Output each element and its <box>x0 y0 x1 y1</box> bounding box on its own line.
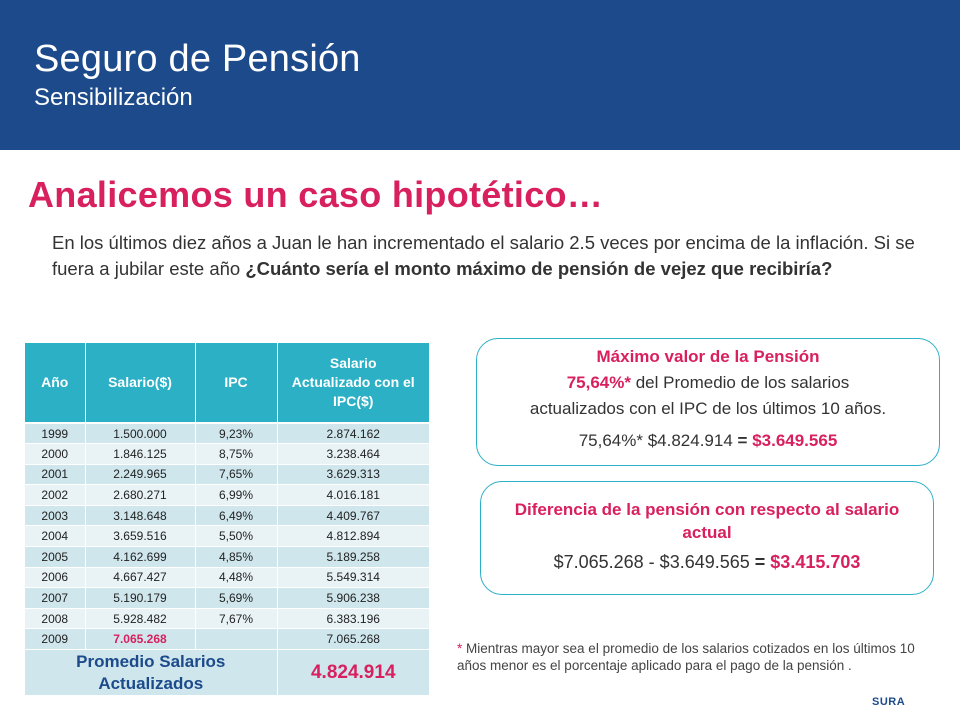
intro-paragraph <box>52 230 922 282</box>
cell-year: 2008 <box>25 608 85 629</box>
cell-year: 2003 <box>25 505 85 526</box>
col-header-year: Año <box>25 343 85 423</box>
cell-year: 2004 <box>25 526 85 547</box>
cell-adjusted: 4.812.894 <box>277 526 429 547</box>
cell-year: 2005 <box>25 547 85 568</box>
section-heading: Analicemos un caso hipotético… <box>28 174 604 215</box>
cell-year: 2009 <box>25 629 85 650</box>
cell-salary: 5.928.482 <box>85 608 195 629</box>
cell-year: 2006 <box>25 567 85 588</box>
table-row <box>25 547 429 568</box>
table-total-row <box>25 650 429 696</box>
page-subtitle: Sensibilización <box>34 84 193 111</box>
intro-question: ¿Cuánto sería el monto máximo de pensión de vejez que recibiría? <box>245 258 833 279</box>
table-row <box>25 608 429 629</box>
col-header-salary: Salario($) <box>85 343 195 423</box>
cell-ipc: 6,99% <box>195 485 277 506</box>
cell-salary: 1.846.125 <box>85 444 195 465</box>
table-row <box>25 629 429 650</box>
cell-ipc: 7,67% <box>195 608 277 629</box>
cell-salary: 4.162.699 <box>85 547 195 568</box>
table-header-row <box>25 343 429 423</box>
pension-percentage: 75,64%* <box>566 373 631 392</box>
cell-salary: 2.249.965 <box>85 464 195 485</box>
difference-box <box>480 481 934 595</box>
max-pension-calc <box>477 431 939 451</box>
cell-salary: 3.148.648 <box>85 505 195 526</box>
cell-ipc <box>195 629 277 650</box>
table-row <box>25 526 429 547</box>
calc-equals: = <box>737 431 753 450</box>
cell-adjusted: 2.874.162 <box>277 423 429 444</box>
cell-ipc: 5,69% <box>195 588 277 609</box>
table-row <box>25 588 429 609</box>
cell-ipc: 9,23% <box>195 423 277 444</box>
max-pension-line3: actualizados con el IPC de los últimos 10 años. <box>529 399 887 418</box>
cell-adjusted: 7.065.268 <box>277 629 429 650</box>
cell-adjusted: 6.383.196 <box>277 608 429 629</box>
cell-year: 2000 <box>25 444 85 465</box>
footnote <box>457 640 937 674</box>
total-label: Promedio Salarios Actualizados <box>25 650 277 696</box>
table-row <box>25 567 429 588</box>
cell-adjusted: 3.238.464 <box>277 444 429 465</box>
max-pension-box <box>476 338 940 466</box>
cell-ipc: 4,48% <box>195 567 277 588</box>
cell-adjusted: 4.016.181 <box>277 485 429 506</box>
cell-year: 2002 <box>25 485 85 506</box>
cell-ipc: 7,65% <box>195 464 277 485</box>
cell-adjusted: 5.906.238 <box>277 588 429 609</box>
total-value: 4.824.914 <box>277 650 429 696</box>
cell-ipc: 4,85% <box>195 547 277 568</box>
table-row <box>25 485 429 506</box>
max-pension-result: $3.649.565 <box>752 431 838 450</box>
brand-logo-text: SURA <box>872 696 906 708</box>
cell-salary: 3.659.516 <box>85 526 195 547</box>
difference-calc <box>481 552 933 573</box>
table-row <box>25 444 429 465</box>
cell-year: 2007 <box>25 588 85 609</box>
calc-left: 75,64%* $4.824.914 <box>578 431 738 450</box>
cell-year: 1999 <box>25 423 85 444</box>
difference-result: $3.415.703 <box>770 552 861 572</box>
max-pension-title: Máximo valor de la Pensión <box>596 347 820 366</box>
cell-salary: 2.680.271 <box>85 485 195 506</box>
cell-ipc: 5,50% <box>195 526 277 547</box>
header-banner <box>0 0 960 150</box>
cell-ipc: 6,49% <box>195 505 277 526</box>
cell-salary: 1.500.000 <box>85 423 195 444</box>
cell-adjusted: 3.629.313 <box>277 464 429 485</box>
footnote-text: Mientras mayor sea el promedio de los salarios cotizados en los últimos 10 años menor es el porcentaje aplicado para el pago de la pensión . <box>457 641 915 673</box>
col-header-adjusted-salary: Salario Actualizado con el IPC($) <box>277 343 429 423</box>
cell-adjusted: 5.549.314 <box>277 567 429 588</box>
cell-year: 2001 <box>25 464 85 485</box>
table-row <box>25 423 429 444</box>
max-pension-line2 <box>477 373 939 393</box>
table-row <box>25 505 429 526</box>
calc-left: $7.065.268 - $3.649.565 <box>553 552 755 572</box>
page-title: Seguro de Pensión <box>34 38 361 80</box>
col-header-ipc: IPC <box>195 343 277 423</box>
footnote-star: * <box>457 641 463 656</box>
cell-adjusted: 4.409.767 <box>277 505 429 526</box>
table-row <box>25 464 429 485</box>
difference-title: Diferencia de la pensión con respecto al salario actual <box>514 500 900 542</box>
salary-table <box>25 343 429 696</box>
cell-adjusted: 5.189.258 <box>277 547 429 568</box>
cell-ipc: 8,75% <box>195 444 277 465</box>
cell-salary: 7.065.268 <box>85 629 195 650</box>
cell-salary: 5.190.179 <box>85 588 195 609</box>
calc-equals: = <box>754 552 771 572</box>
max-pension-line2-rest: del Promedio de los salarios <box>631 373 850 392</box>
intro-text: En los últimos diez años a Juan le han incrementado el salario 2.5 veces por encima de la inflación. Si se fuera a jubilar este año <box>52 232 915 279</box>
cell-salary: 4.667.427 <box>85 567 195 588</box>
